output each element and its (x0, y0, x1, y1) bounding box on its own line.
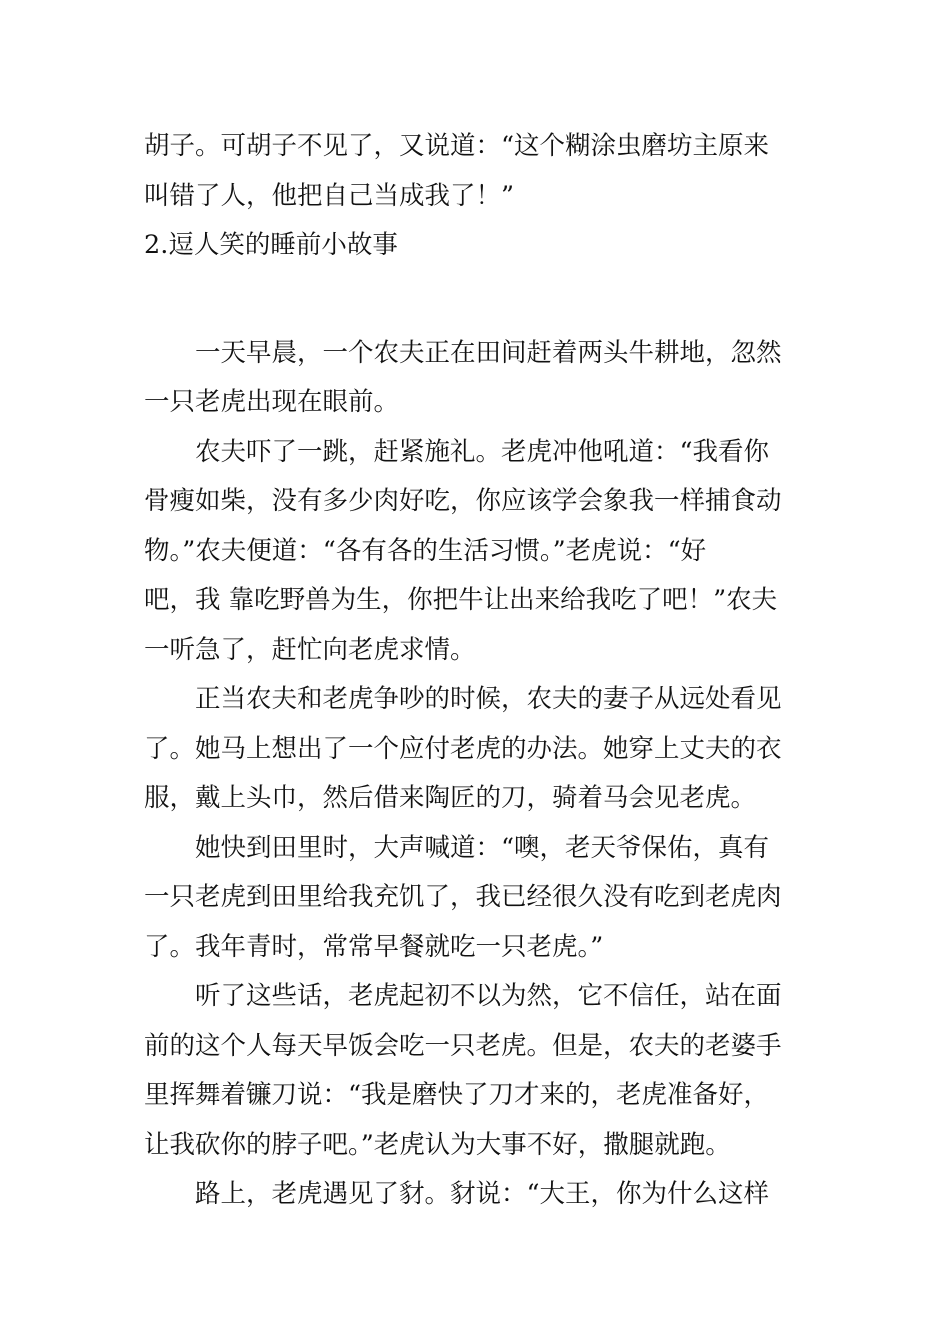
text-line: 路上，老虎遇见了豺。豺说：“大王，你为什么这样 (144, 1179, 770, 1209)
text-line: 服，戴上头巾，然后借来陶匠的刀，骑着马会见老虎。 (144, 783, 757, 813)
text-line: 一只老虎出现在眼前。 (144, 387, 400, 417)
section-title: 2.逗人笑的睡前小故事 (144, 230, 398, 260)
spacer (144, 271, 806, 329)
text-line: 叫错了人，他把自己当成我了！” (144, 180, 515, 211)
text-line: 了。我年青时，常常早餐就吃一只老虎。” (144, 931, 604, 962)
text-line: 一只老虎到田里给我充饥了，我已经很久没有吃到老虎肉 (144, 882, 782, 912)
text-line: 前的这个人每天早饭会吃一只老虎。但是，农夫的老婆手 (144, 1030, 782, 1061)
text-line: 吧，我 靠吃野兽为生，你把牛让出来给我吃了吧！”农夫 (144, 585, 778, 615)
text-line: 一听急了，赶忙向老虎求情。 (144, 634, 476, 665)
paragraph (144, 1170, 806, 1220)
text-line: 骨瘦如柴，没有多少肉好吃，你应该学会象我一样捕食动 (144, 486, 782, 516)
text-line: 了。她马上想出了一个应付老虎的办法。她穿上丈夫的衣 (144, 733, 782, 764)
paragraph (144, 675, 806, 824)
text-line: 让我砍你的脖子吧。”老虎认为大事不好，撒腿就跑。 (144, 1129, 731, 1160)
paragraph (144, 329, 806, 428)
text-line: 里挥舞着镰刀说：“我是磨快了刀才来的，老虎准备好， (144, 1080, 770, 1110)
continuation-text (144, 122, 806, 221)
text-line: 正当农夫和老虎争吵的时候，农夫的妻子从远处看见 (144, 684, 782, 714)
text-line: 胡子。可胡子不见了，又说道：“这个糊涂虫磨坊主原来 (144, 131, 770, 161)
text-line: 听了这些话，老虎起初不以为然，它不信任，站在面 (144, 981, 782, 1011)
paragraph (144, 428, 806, 676)
text-line: 一天早晨，一个农夫正在田间赶着两头牛耕地，忽然 (144, 337, 782, 368)
paragraph (144, 972, 806, 1170)
text-line: 她快到田里时，大声喊道：“噢，老天爷保佑，真有 (144, 832, 770, 863)
text-line: 物。”农夫便道：“各有各的生活习惯。”老虎说：“好 (144, 535, 707, 566)
text-line: 农夫吓了一跳，赶紧施礼。老虎冲他吼道：“我看你 (144, 436, 770, 467)
paragraph (144, 824, 806, 973)
document-page (144, 122, 806, 1220)
